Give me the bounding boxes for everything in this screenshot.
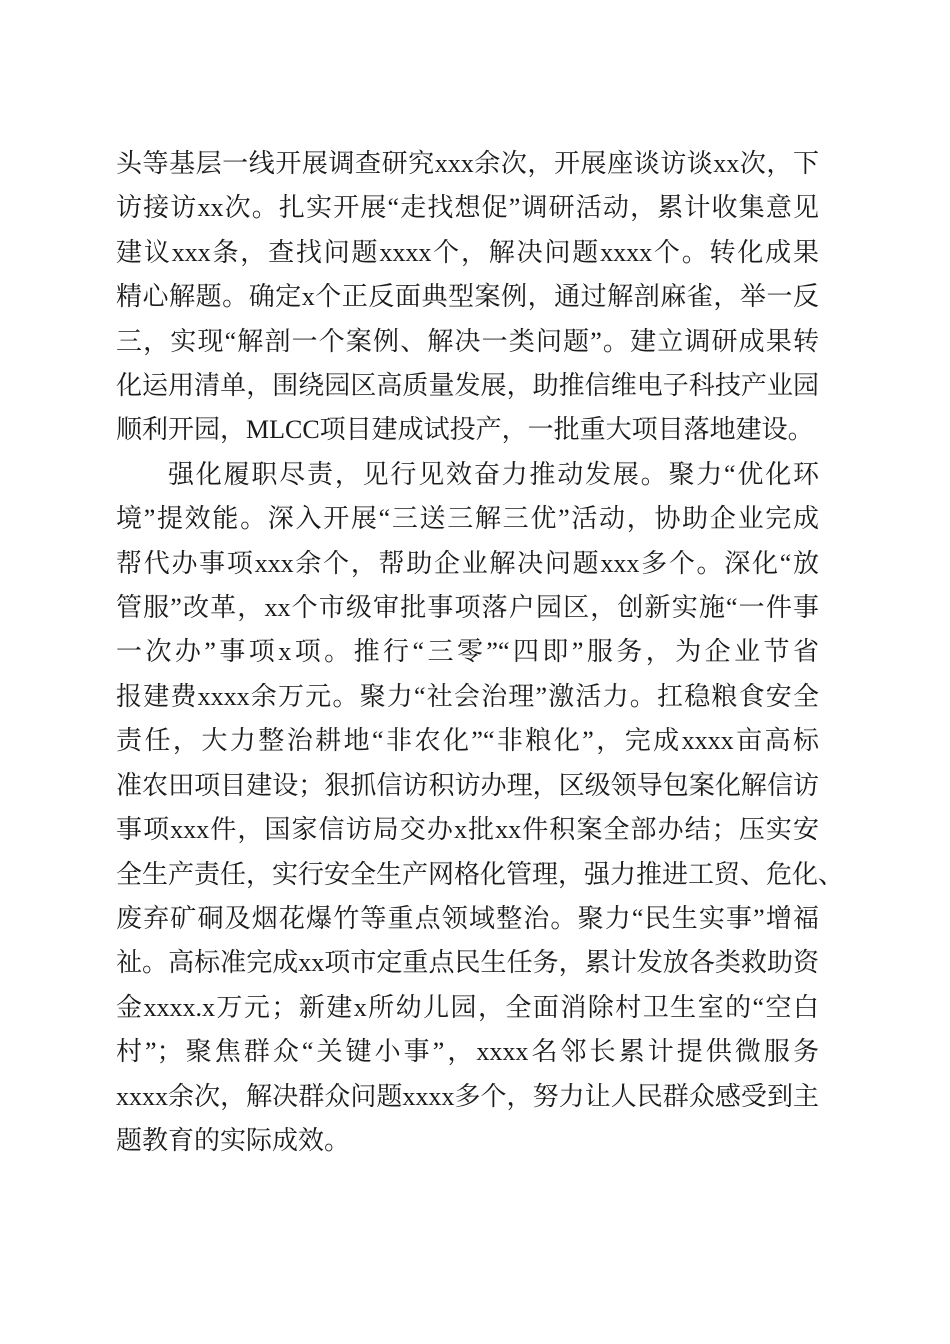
text-line: 一次办”事项x项。推行“三零”“四即”服务，为企业节省 — [116, 637, 819, 667]
text-line: 金xxxx.x万元；新建x所幼儿园，全面消除村卫生室的“空白 — [116, 992, 819, 1022]
text-line: 村”；聚焦群众“关键小事”，xxxx名邻长累计提供微服务 — [116, 1037, 819, 1067]
text-line: 顺利开园，MLCC项目建成试投产，一批重大项目落地建设。 — [116, 415, 814, 445]
text-line: 强化履职尽责，见行见效奋力推动发展。聚力“优化环 — [168, 459, 819, 489]
text-line: 全生产责任，实行安全生产网格化管理，强力推进工贸、危化、 — [116, 859, 845, 889]
document-body — [116, 142, 845, 1163]
text-line: 访接访xx次。扎实开展“走找想促”调研活动，累计收集意见 — [116, 193, 819, 223]
text-line: 建议xxx条，查找问题xxxx个，解决问题xxxx个。转化成果 — [116, 237, 819, 267]
text-line: 题教育的实际成效。 — [116, 1125, 351, 1155]
text-line: 帮代办事项xxx余个，帮助企业解决问题xxx多个。深化“放 — [116, 548, 819, 578]
text-line: 报建费xxxx余万元。聚力“社会治理”激活力。扛稳粮食安全 — [116, 681, 819, 711]
text-line: xxxx余次，解决群众问题xxxx多个，努力让人民群众感受到主 — [116, 1081, 819, 1111]
text-line: 废弃矿硐及烟花爆竹等重点领域整治。聚力“民生实事”增福 — [116, 903, 819, 933]
text-line: 管服”改革，xx个市级审批事项落户园区，创新实施“一件事 — [116, 593, 819, 623]
text-line: 准农田项目建设；狠抓信访积访办理，区级领导包案化解信访 — [116, 770, 819, 800]
text-line: 境”提效能。深入开展“三送三解三优”活动，协助企业完成 — [116, 504, 819, 534]
text-line: 三，实现“解剖一个案例、解决一类问题”。建立调研成果转 — [116, 326, 819, 356]
paragraph-duties-development — [116, 453, 845, 1164]
text-line: 祉。高标准完成xx项市定重点民生任务，累计发放各类救助资 — [116, 948, 819, 978]
text-line: 责任，大力整治耕地“非农化”“非粮化”，完成xxxx亩高标 — [116, 726, 819, 756]
text-line: 精心解题。确定x个正反面典型案例，通过解剖麻雀，举一反 — [116, 282, 819, 312]
text-line: 头等基层一线开展调查研究xxx余次，开展座谈访谈xx次，下 — [116, 149, 819, 178]
text-line: 化运用清单，围绕园区高质量发展，助推信维电子科技产业园 — [116, 371, 819, 401]
paragraph-research-results — [116, 142, 819, 453]
text-line: 事项xxx件，国家信访局交办x批xx件积案全部办结；压实安 — [116, 815, 819, 845]
